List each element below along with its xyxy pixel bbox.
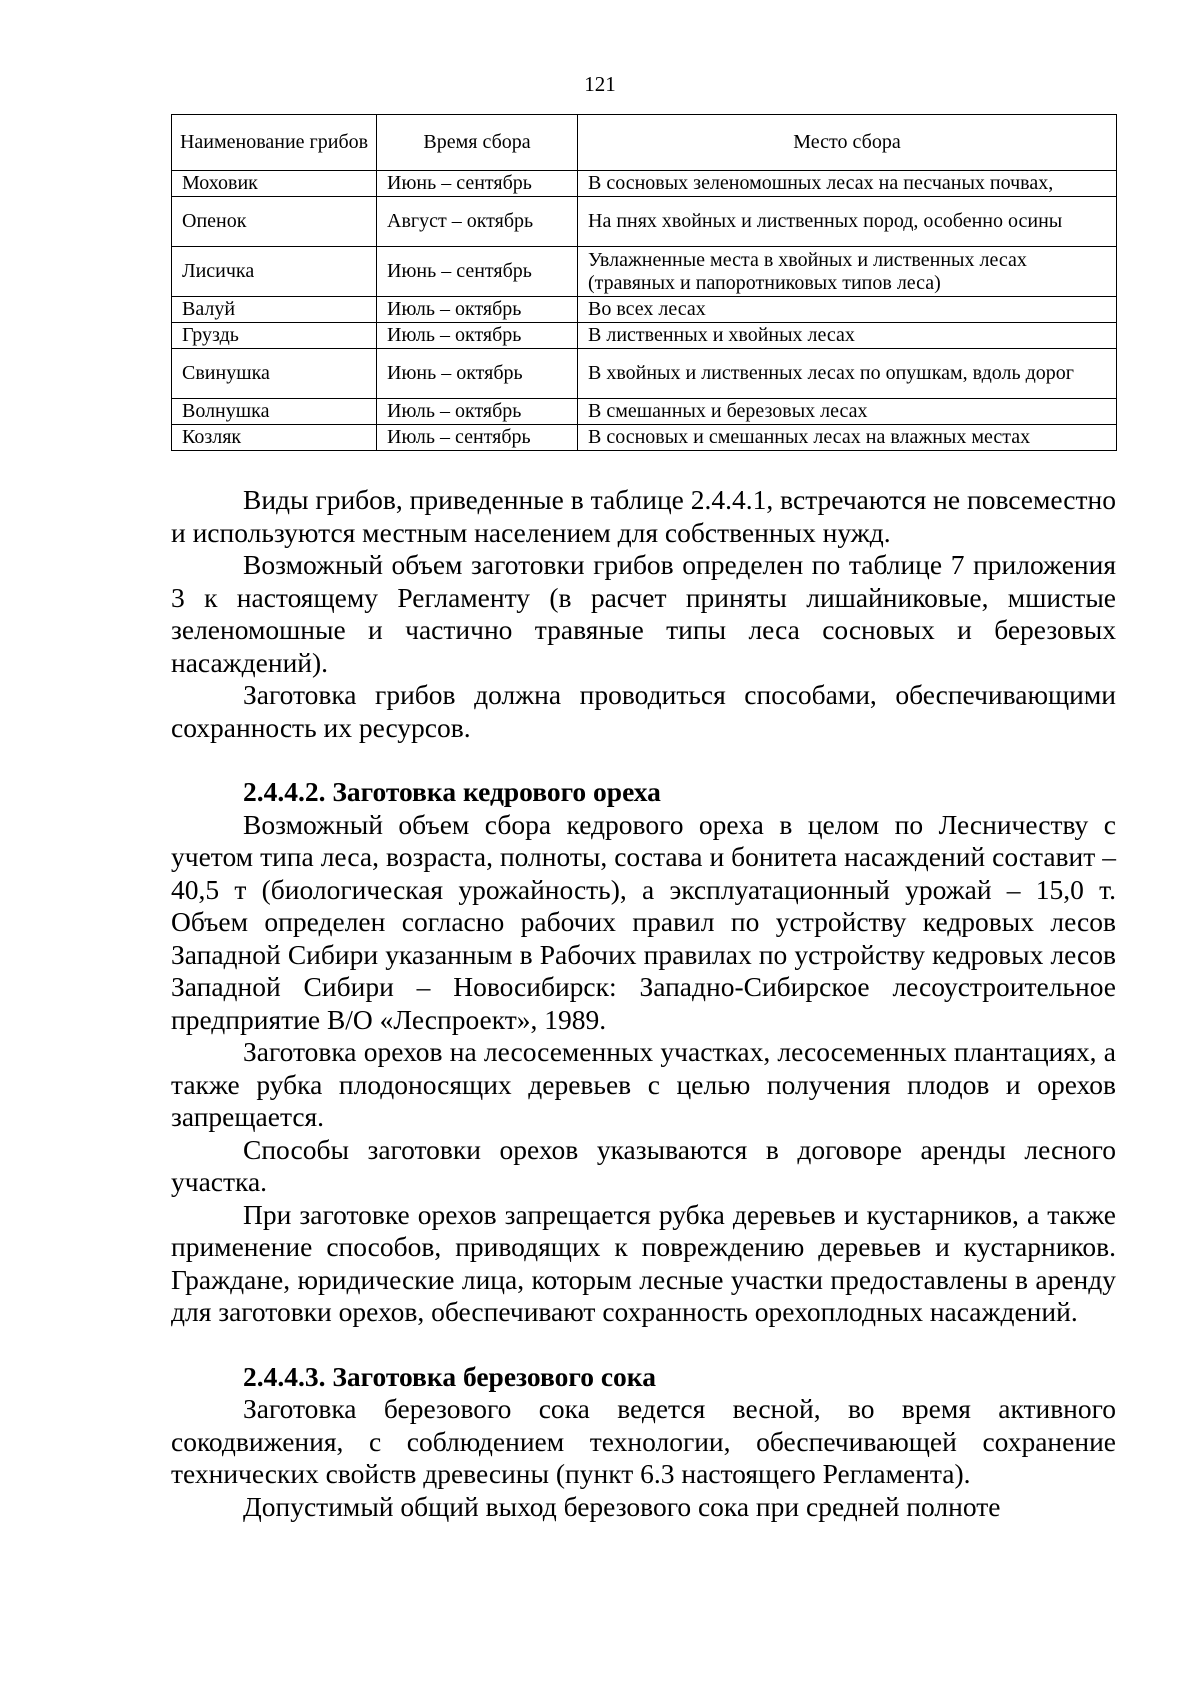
table-row — [172, 247, 1117, 297]
cell-time: Июнь – октябрь — [377, 349, 578, 399]
table-row — [172, 197, 1117, 247]
cell-time: Июнь – сентябрь — [377, 247, 578, 297]
cell-name: Свинушка — [172, 349, 377, 399]
cell-place: Увлажненные места в хвойных и лиственных лесах (травяных и папоротниковых типов леса) — [578, 247, 1117, 297]
cell-place: В смешанных и березовых лесах — [578, 399, 1117, 425]
table-row — [172, 297, 1117, 323]
header-collection-time: Время сбора — [377, 115, 578, 171]
paragraph-cedar-volume: Возможный объем сбора кедрового ореха в целом по Лесничеству с учетом типа леса, возраста, полноты, состава и бонитета насаждений составит – 40,5 т (биологическая урожайность), а эксплуатационный урожай – 15,0 т. Объем определен согласно рабочих правил по устройству кедровых лесов Западной Сибири указанным в Рабочих правилах по устройству кедровых лесов Западной Сибири – Новосибирск: Западно-Сибирское лесоустроительное предприятие В/О «Леспроект», 1989. — [171, 808, 1116, 1035]
header-mushroom-name: Наименование грибов — [172, 115, 377, 171]
cell-name: Моховик — [172, 171, 377, 197]
section-spacer — [171, 1329, 1116, 1361]
cell-time: Июль – октябрь — [377, 323, 578, 349]
paragraph-mushroom-volume: Возможный объем заготовки грибов определен по таблице 7 приложения 3 к настоящему Регламенту (в расчет приняты лишайниковые, мшистые зеленомошные и частично травяные типы леса сосновых и березовых насаждений). — [171, 549, 1116, 678]
paragraph-cedar-prohibition: Заготовка орехов на лесосеменных участках, лесосеменных плантациях, а также рубка плодоносящих деревьев с целью получения плодов и орехов запрещается. — [171, 1036, 1116, 1132]
cell-place: В сосновых и смешанных лесах на влажных местах — [578, 425, 1117, 451]
cell-name: Опенок — [172, 197, 377, 247]
header-collection-place: Место сбора — [578, 115, 1117, 171]
table-row — [172, 171, 1117, 197]
cell-place: В сосновых зеленомошных лесах на песчаных почвах, — [578, 171, 1117, 197]
cell-name: Валуй — [172, 297, 377, 323]
cell-place: Во всех лесах — [578, 297, 1117, 323]
mushroom-table — [171, 114, 1117, 451]
paragraph-cedar-methods: Способы заготовки орехов указываются в договоре аренды лесного участка. — [171, 1133, 1116, 1197]
cell-time: Август – октябрь — [377, 197, 578, 247]
table-header-row — [172, 115, 1117, 171]
paragraph-birch-sap-yield: Допустимый общий выход березового сока при средней полноте — [243, 1490, 1001, 1522]
cell-name: Волнушка — [172, 399, 377, 425]
paragraph-mushroom-method: Заготовка грибов должна проводиться способами, обеспечивающими сохранность их ресурсов. — [171, 679, 1116, 743]
cell-time: Июль – октябрь — [377, 297, 578, 323]
section-spacer — [171, 744, 1116, 776]
cell-place: На пнях хвойных и лиственных пород, особенно осины — [578, 197, 1117, 247]
cell-place: В лиственных и хвойных лесах — [578, 323, 1117, 349]
cell-name: Козляк — [172, 425, 377, 451]
paragraph-mushroom-species: Виды грибов, приведенные в таблице 2.4.4.1, встречаются не повсеместно и используются местным населением для собственных нужд. — [171, 484, 1116, 548]
heading-cedar-nut: 2.4.4.2. Заготовка кедрового ореха — [243, 776, 661, 807]
table-row — [172, 349, 1117, 399]
page-number: 121 — [584, 72, 616, 96]
table-row — [172, 399, 1117, 425]
cell-time: Июль – октябрь — [377, 399, 578, 425]
cell-place: В хвойных и лиственных лесах по опушкам, вдоль дорог — [578, 349, 1117, 399]
table-row — [172, 323, 1117, 349]
cell-name: Лисичка — [172, 247, 377, 297]
cell-name: Груздь — [172, 323, 377, 349]
cell-time: Июнь – сентябрь — [377, 171, 578, 197]
document-body — [171, 484, 1116, 1523]
paragraph-birch-sap-harvest: Заготовка березового сока ведется весной, во время активного сокодвижения, с соблюдением технологии, обеспечивающей сохранение технических свойств древесины (пункт 6.3 настоящего Регламента). — [171, 1393, 1116, 1489]
cell-time: Июль – сентябрь — [377, 425, 578, 451]
table-row — [172, 425, 1117, 451]
paragraph-cedar-protection: При заготовке орехов запрещается рубка деревьев и кустарников, а также применение способов, приводящих к повреждению деревьев и кустарников. Граждане, юридические лица, которым лесные участки предоставлены в аренду для заготовки орехов, обеспечивают сохранность орехоплодных насаждений. — [171, 1198, 1116, 1327]
heading-birch-sap: 2.4.4.3. Заготовка березового сока — [243, 1360, 656, 1392]
